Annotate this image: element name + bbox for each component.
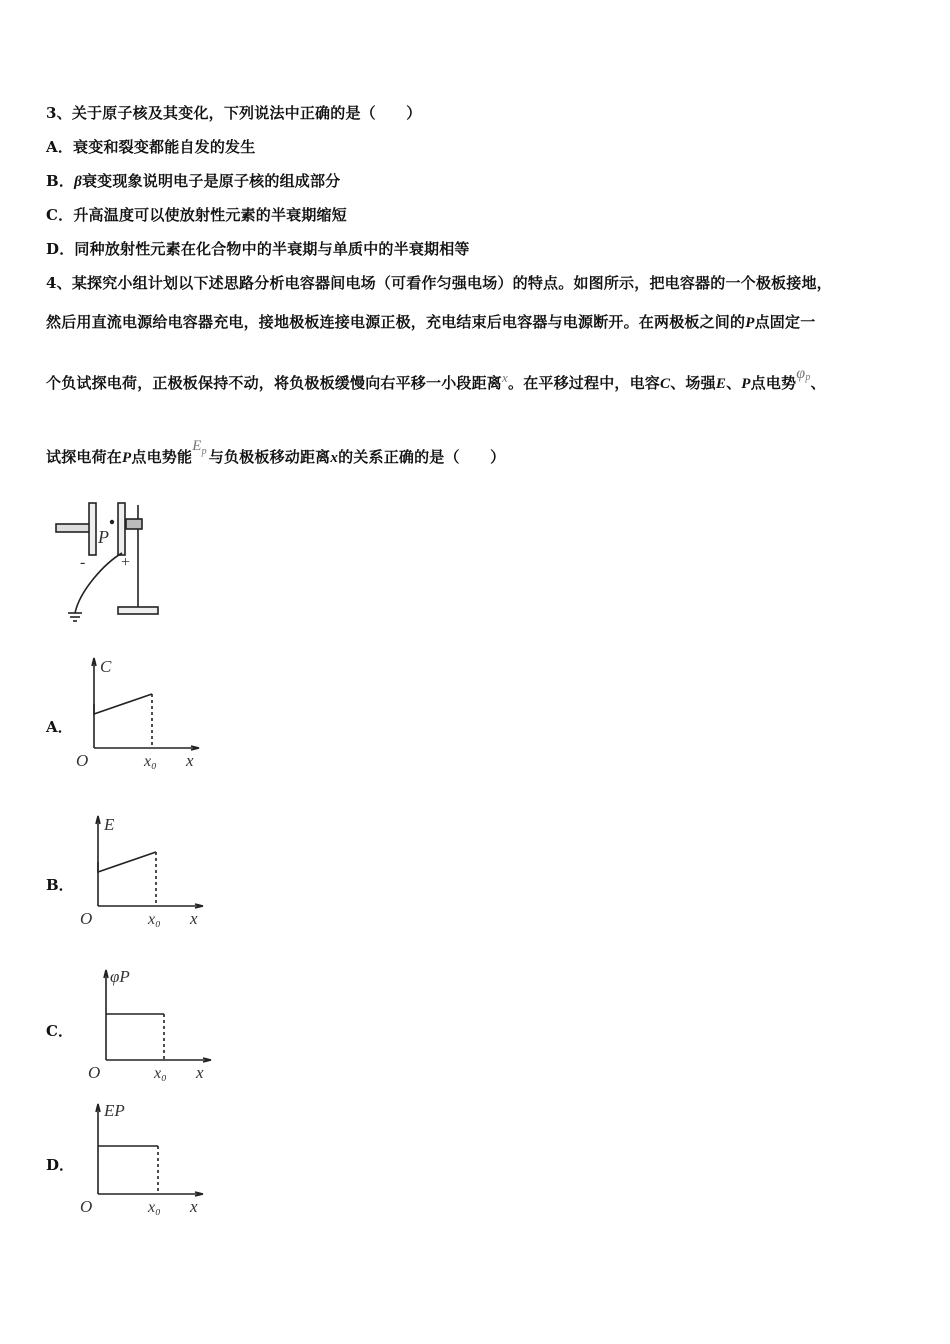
symbol-ep-sub: p bbox=[201, 446, 207, 457]
q4-line-1: 4、某探究小组计划以下述思路分析电容器间电场（可看作匀强电场）的特点。如图所示，把电容器的一个极板接地， bbox=[46, 274, 832, 292]
q4-line-3 bbox=[46, 365, 826, 393]
graph-a bbox=[70, 650, 210, 772]
graph-d bbox=[74, 1096, 214, 1218]
q3-stem: 3、关于原子核及其变化，下列说法中正确的是（ ） bbox=[46, 104, 422, 122]
y-label: φP bbox=[110, 967, 130, 986]
option-a-label[interactable]: A． bbox=[46, 718, 73, 736]
q3-option-c[interactable] bbox=[46, 204, 347, 225]
x-label: x bbox=[186, 751, 194, 770]
origin-label: O bbox=[80, 909, 93, 928]
symbol-x: x bbox=[502, 370, 508, 385]
symbol-phi-sub: p bbox=[805, 372, 811, 383]
q3-option-b[interactable] bbox=[46, 170, 340, 191]
point-p-dot bbox=[110, 520, 114, 524]
text-run: 点电势能 bbox=[131, 448, 193, 466]
text-run: 。在平移过程中，电容 bbox=[508, 374, 661, 392]
text-run: 个负试探电荷，正极板保持不动，将负极板缓慢向右平移一小段距离 bbox=[46, 374, 503, 392]
y-label: EP bbox=[104, 1101, 125, 1120]
beta-symbol: β bbox=[74, 174, 82, 190]
option-text: 衰变和裂变都能自发的发生 bbox=[73, 138, 256, 156]
stand-base bbox=[118, 607, 158, 614]
q3-option-a[interactable] bbox=[46, 136, 255, 157]
text-run: 点固定一 bbox=[754, 313, 816, 331]
option-text: 同种放射性元素在化合物中的半衰期与单质中的半衰期相等 bbox=[74, 240, 470, 258]
y-label: E bbox=[104, 815, 115, 834]
x-label: x bbox=[190, 909, 198, 928]
positive-plate bbox=[118, 503, 125, 555]
negative-plate bbox=[89, 503, 96, 555]
option-key: D． bbox=[46, 240, 75, 258]
point-p: P bbox=[741, 376, 751, 392]
x-label: x bbox=[190, 1197, 198, 1216]
capacitor-figure bbox=[50, 495, 170, 625]
option-text: 升高温度可以使放射性元素的半衰期缩短 bbox=[73, 206, 347, 224]
q4-line-2 bbox=[46, 311, 815, 332]
x-tick-label: x₀ bbox=[144, 753, 157, 770]
symbol-ep: E bbox=[192, 438, 202, 454]
symbol-phi: φ bbox=[796, 365, 806, 382]
option-c-label[interactable]: C． bbox=[46, 1022, 73, 1040]
symbol-x: x bbox=[330, 450, 339, 466]
q4-line-4 bbox=[46, 438, 506, 467]
x-tick-label: x₀ bbox=[148, 1199, 161, 1216]
q3-option-d[interactable] bbox=[46, 238, 470, 259]
clamp bbox=[126, 519, 142, 529]
x-label: x bbox=[196, 1063, 204, 1082]
plus-label: + bbox=[120, 554, 131, 571]
origin-label: O bbox=[76, 751, 89, 770]
y-label: C bbox=[100, 657, 112, 676]
symbol-c: C bbox=[660, 376, 671, 392]
text-run: 、 bbox=[726, 374, 742, 392]
origin-label: O bbox=[80, 1197, 93, 1216]
origin-label: O bbox=[88, 1063, 101, 1082]
option-key: C． bbox=[46, 206, 74, 224]
graph-b bbox=[74, 808, 214, 930]
text-run: 、场强 bbox=[670, 374, 716, 392]
point-p: P bbox=[745, 315, 755, 331]
option-key: B． bbox=[46, 172, 75, 190]
x-tick-label: x₀ bbox=[154, 1065, 167, 1082]
point-p: P bbox=[122, 450, 132, 466]
text-run: 的关系正确的是（ ） bbox=[338, 448, 506, 466]
text-run: 点电势 bbox=[750, 374, 797, 392]
text-run: 与负极板移动距离 bbox=[208, 448, 331, 466]
minus-label: - bbox=[80, 554, 86, 571]
symbol-e: E bbox=[715, 376, 727, 392]
x-tick-label: x₀ bbox=[148, 911, 161, 928]
option-d-label[interactable]: D． bbox=[46, 1156, 75, 1174]
series-line bbox=[94, 694, 152, 714]
text-run: 试探电荷在 bbox=[46, 448, 123, 466]
option-key: A． bbox=[46, 138, 74, 156]
text-run: 然后用直流电源给电容器充电，接地极板连接电源正极，充电结束后电容器与电源断开。在两极板之间的 bbox=[46, 313, 746, 331]
point-p-label: P bbox=[98, 527, 109, 547]
graph-c bbox=[82, 962, 222, 1084]
option-text: 衰变现象说明电子是原子核的组成部分 bbox=[81, 172, 341, 190]
series-line bbox=[98, 852, 156, 872]
handle-rod bbox=[56, 524, 90, 532]
text-run: 、 bbox=[810, 374, 826, 392]
option-b-label[interactable]: B． bbox=[46, 876, 74, 894]
